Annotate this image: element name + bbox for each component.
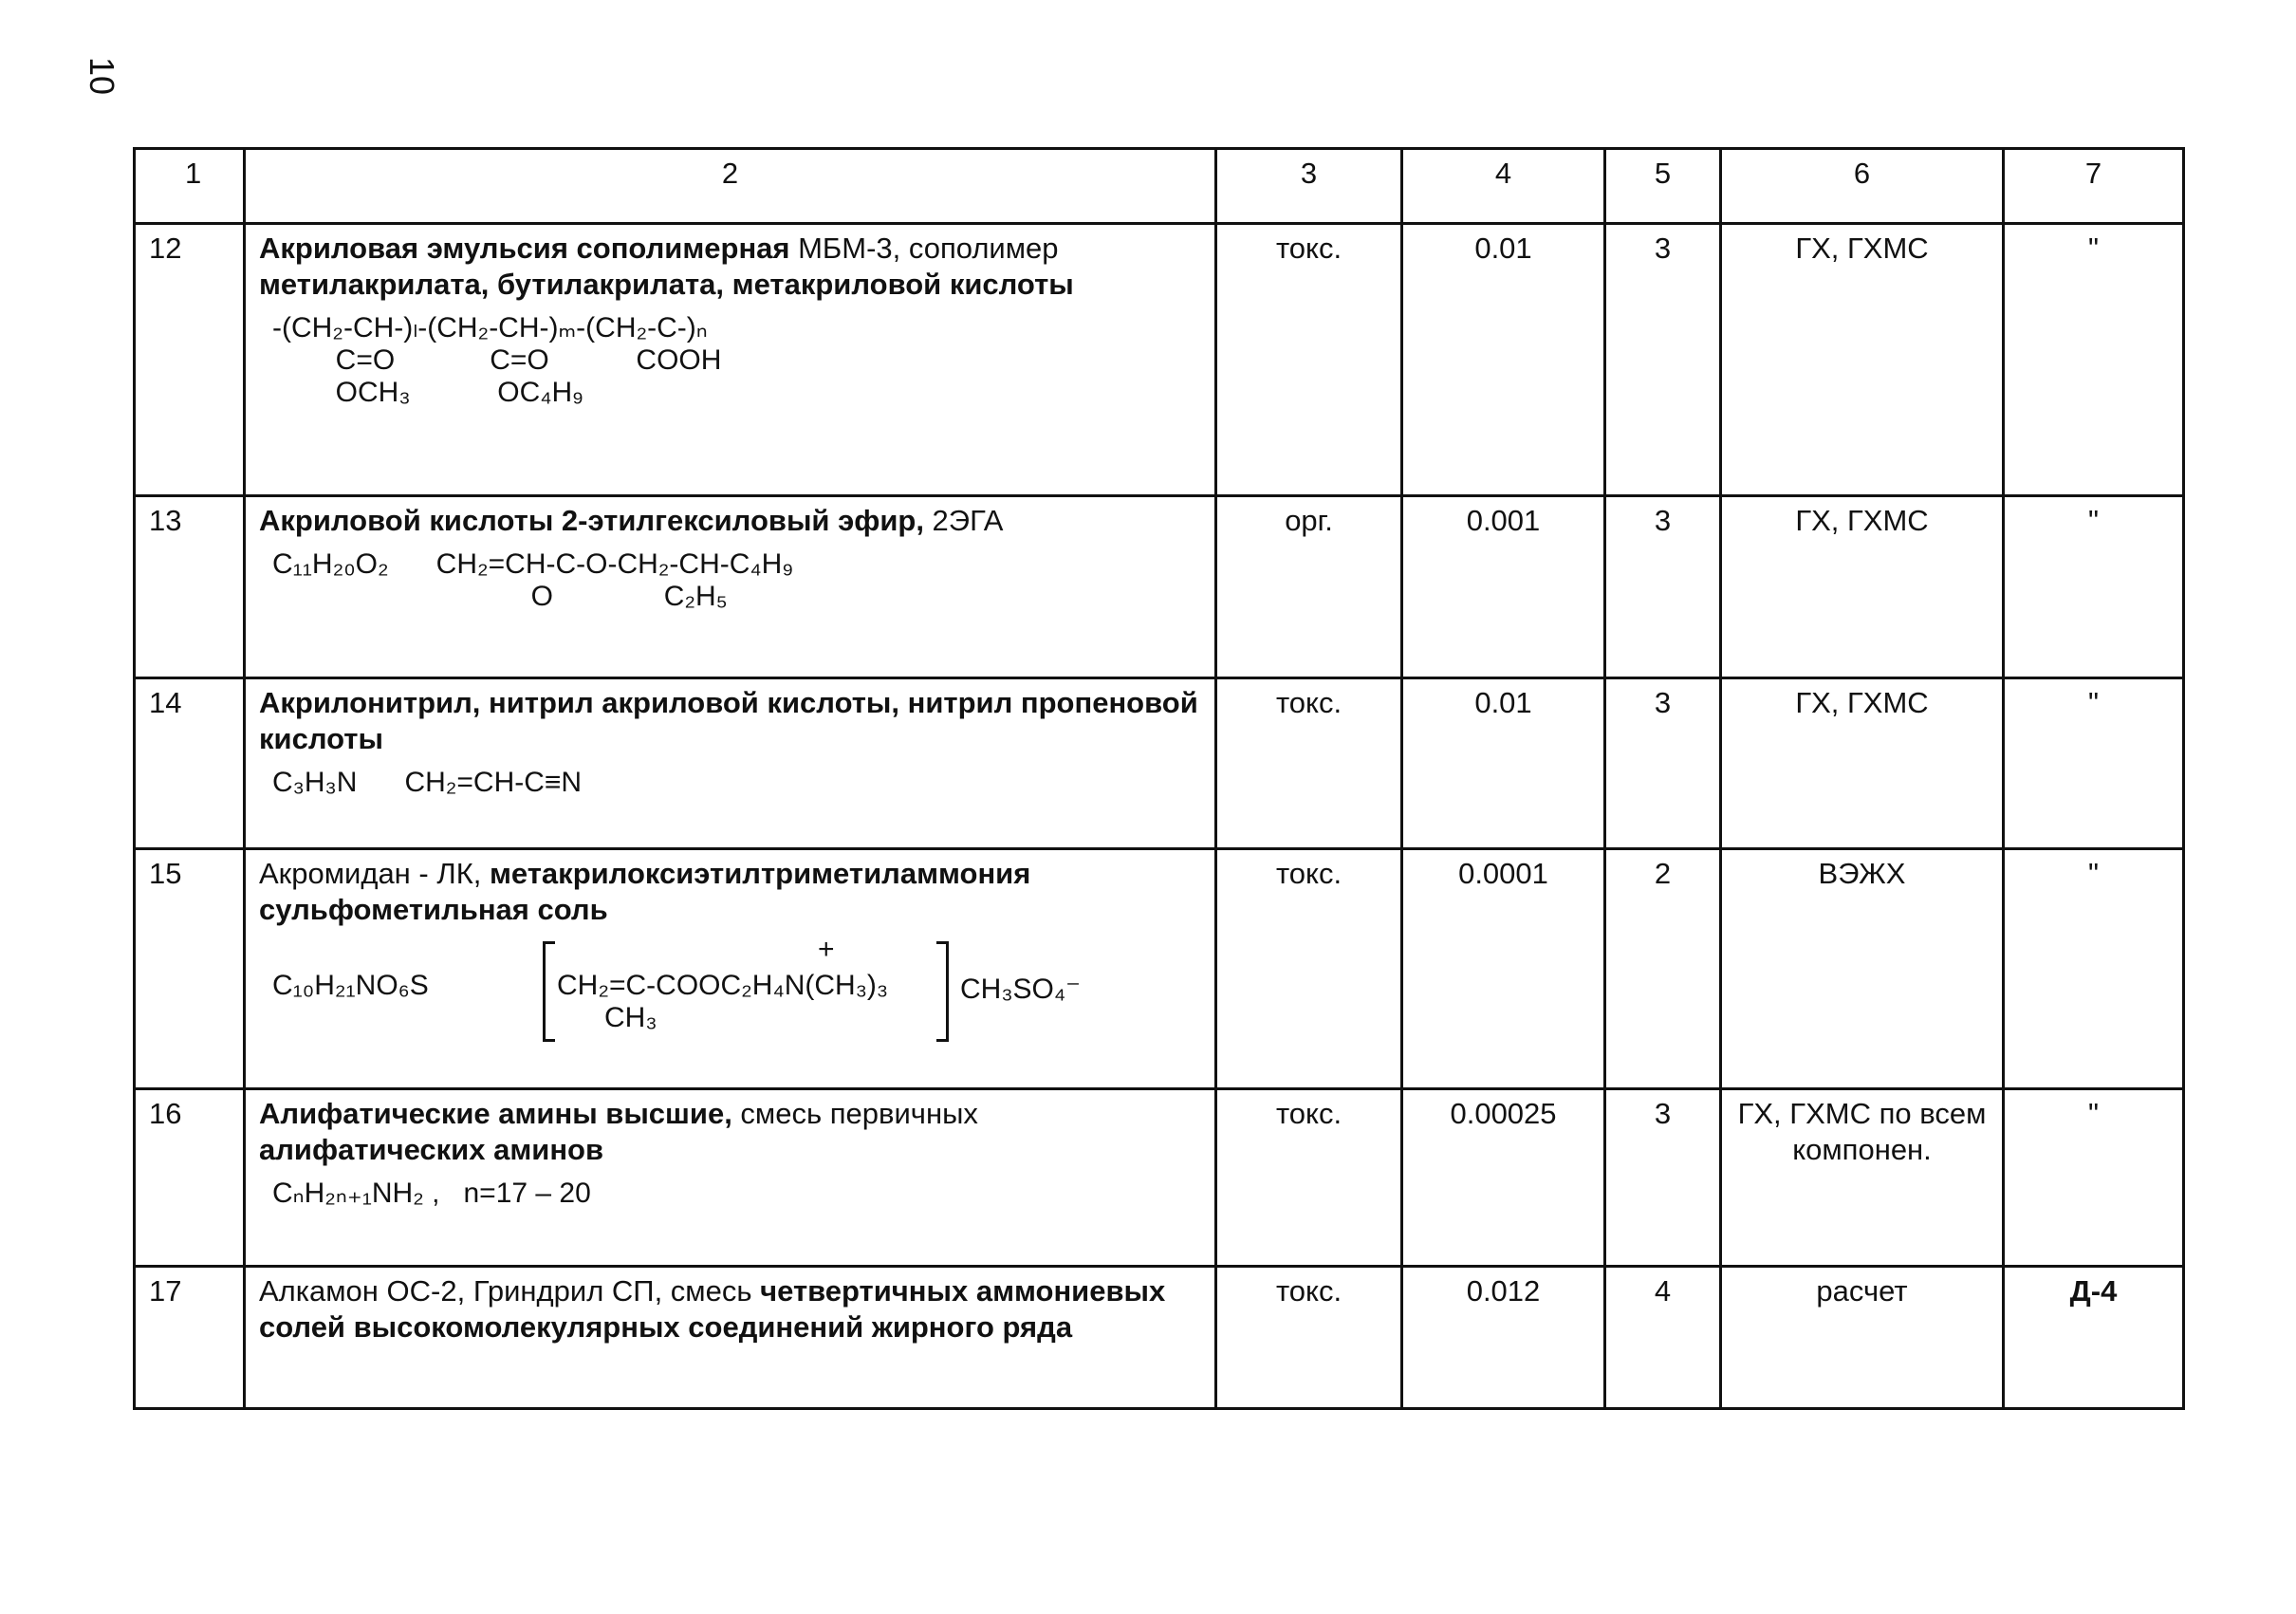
table-row bbox=[135, 1267, 2184, 1409]
category-cell: токс. bbox=[1216, 1267, 1402, 1409]
substance-table bbox=[133, 147, 2185, 1410]
header-row bbox=[135, 149, 2184, 224]
header-cell: 3 bbox=[1216, 149, 1402, 224]
formula-line: CH₂=CH-C-O-CH₂-CH-C₄H₉ bbox=[435, 548, 794, 580]
substance-name-cell bbox=[245, 849, 1216, 1089]
header-cell: 5 bbox=[1605, 149, 1721, 224]
formula-line: -(CH₂-CH-)ₗ-(CH₂-CH-)ₘ-(CH₂-C-)ₙ bbox=[272, 312, 708, 343]
method-cell: ВЭЖХ bbox=[1721, 849, 2004, 1089]
hazard-class-cell: 3 bbox=[1605, 678, 1721, 849]
left-bracket bbox=[543, 941, 555, 1042]
header-cell: 6 bbox=[1721, 149, 2004, 224]
substance-name-cell bbox=[245, 678, 1216, 849]
structural-formula bbox=[272, 1178, 1205, 1210]
header-cell: 2 bbox=[245, 149, 1216, 224]
limit-value-cell: 0.01 bbox=[1402, 678, 1605, 849]
category-cell: токс. bbox=[1216, 1089, 1402, 1267]
header-cell: 7 bbox=[2004, 149, 2184, 224]
substance-name: Акриловой кислоты 2-этилгексиловый эфир, 2ЭГА bbox=[259, 504, 1004, 537]
formula-line: CH₃ bbox=[557, 1002, 657, 1033]
header-cell: 4 bbox=[1402, 149, 1605, 224]
hazard-class-cell: 3 bbox=[1605, 224, 1721, 496]
substance-name: Алифатические амины высшие, смесь первичных алифатических аминов bbox=[259, 1097, 978, 1166]
category-cell: орг. bbox=[1216, 496, 1402, 678]
table-row bbox=[135, 1089, 2184, 1267]
note-cell: " bbox=[2004, 678, 2184, 849]
structural-formula: C₁₀H₂₁NO₆S + CH₂=C-COOC₂H₄N(CH₃)₃ CH₃ CH₃SO₄⁻ bbox=[272, 941, 1205, 1055]
row-number: 15 bbox=[135, 849, 245, 1089]
limit-value-cell: 0.0001 bbox=[1402, 849, 1605, 1089]
page-number: 10 bbox=[83, 57, 121, 96]
method-cell: расчет bbox=[1721, 1267, 2004, 1409]
substance-name-cell bbox=[245, 496, 1216, 678]
substance-name: Акриловая эмульсия сополимерная МБМ-3, сополимер метилакрилата, бутилакрилата, метакриловой кислоты bbox=[259, 232, 1074, 301]
formula-line: O C₂H₅ bbox=[435, 581, 728, 612]
row-number: 14 bbox=[135, 678, 245, 849]
note-cell: " bbox=[2004, 1089, 2184, 1267]
formula-line: CₙH₂ₙ₊₁NH₂ , n=17 – 20 bbox=[272, 1178, 591, 1209]
formula-line: CH₂=C-COOC₂H₄N(CH₃)₃ bbox=[557, 970, 889, 1001]
hazard-class-cell: 3 bbox=[1605, 1089, 1721, 1267]
structural-formula bbox=[272, 767, 1205, 799]
structural-formula bbox=[272, 312, 1205, 409]
substance-name-cell bbox=[245, 224, 1216, 496]
row-number: 16 bbox=[135, 1089, 245, 1267]
method-cell: ГХ, ГХМС bbox=[1721, 224, 2004, 496]
row-number: 12 bbox=[135, 224, 245, 496]
substance-name-cell bbox=[245, 1267, 1216, 1409]
formula-line: CH₂=CH-C≡N bbox=[404, 767, 583, 798]
formula-line: OCH₃ OC₄H₉ bbox=[272, 377, 584, 408]
structural-formula bbox=[272, 548, 1205, 613]
hazard-class-cell: 4 bbox=[1605, 1267, 1721, 1409]
anion-formula: CH₃SO₄⁻ bbox=[960, 974, 1081, 1005]
method-cell: ГХ, ГХМС bbox=[1721, 496, 2004, 678]
limit-value-cell: 0.012 bbox=[1402, 1267, 1605, 1409]
row-number: 13 bbox=[135, 496, 245, 678]
method-cell: ГХ, ГХМС по всем компонен. bbox=[1721, 1089, 2004, 1267]
note-cell: Д-4 bbox=[2004, 1267, 2184, 1409]
formula-line: C=O C=O COOH bbox=[272, 344, 722, 376]
limit-value-cell: 0.00025 bbox=[1402, 1089, 1605, 1267]
method-cell: ГХ, ГХМС bbox=[1721, 678, 2004, 849]
right-bracket bbox=[936, 941, 949, 1042]
table-row bbox=[135, 224, 2184, 496]
table-row bbox=[135, 678, 2184, 849]
category-cell: токс. bbox=[1216, 678, 1402, 849]
gross-formula: C₃H₃N bbox=[272, 767, 358, 798]
category-cell: токс. bbox=[1216, 224, 1402, 496]
hazard-class-cell: 3 bbox=[1605, 496, 1721, 678]
note-cell: " bbox=[2004, 224, 2184, 496]
substance-name: Акромидан - ЛК, метакрилоксиэтилтриметиламмония сульфометильная соль bbox=[259, 857, 1031, 926]
gross-formula: C₁₁H₂₀O₂ bbox=[272, 548, 389, 580]
limit-value-cell: 0.01 bbox=[1402, 224, 1605, 496]
header-cell: 1 bbox=[135, 149, 245, 224]
substance-name: Алкамон ОС-2, Гриндрил СП, смесь четвертичных аммониевых солей высокомолекулярных соединений жирного ряда bbox=[259, 1274, 1166, 1344]
table-row bbox=[135, 849, 2184, 1089]
hazard-class-cell: 2 bbox=[1605, 849, 1721, 1089]
gross-formula: C₁₀H₂₁NO₆S bbox=[272, 970, 429, 1001]
row-number: 17 bbox=[135, 1267, 245, 1409]
limit-value-cell: 0.001 bbox=[1402, 496, 1605, 678]
note-cell: " bbox=[2004, 496, 2184, 678]
note-cell: " bbox=[2004, 849, 2184, 1089]
substance-name-cell bbox=[245, 1089, 1216, 1267]
table-row bbox=[135, 496, 2184, 678]
substance-name: Акрилонитрил, нитрил акриловой кислоты, нитрил пропеновой кислоты bbox=[259, 686, 1198, 755]
category-cell: токс. bbox=[1216, 849, 1402, 1089]
